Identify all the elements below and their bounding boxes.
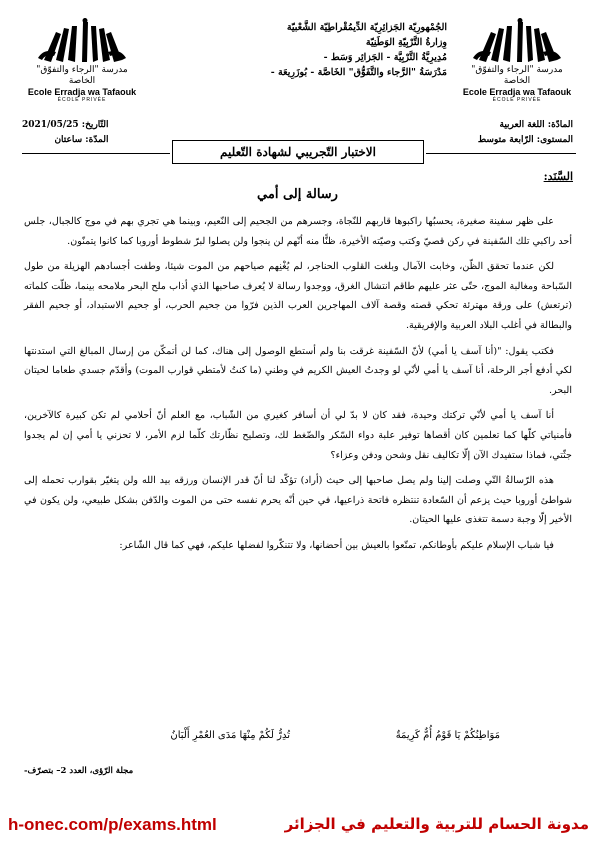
footer-url-link[interactable]: h-onec.com/p/exams.html [8,815,217,834]
footer-watermark [0,815,595,841]
header-line-school: مَدْرَسَةُ "الرَّجاء والتَّفَوُّق" الخَاصَّة - بُوزَرِيعَة - [270,67,447,78]
level-label: المستوى: الرّابعة متوسط [477,135,573,145]
school-emblem-icon [469,18,565,64]
paragraph: على ظهر سفينة صغيرة، يحسبُها راكبوها قاربهم للنّجاة، وجسرهم من الجحيم إلى النّعيم، وبينما هي تجري بهم في موج كالجبال، جلس أحد راكبي تلك السّفينة في ركن قصيّ وكتب وصيّته الأخيرة، ظنًّا منه أنّهم لن ينجوا ولن يصلوا لبرّ شطوط أوروبا كما كانوا يتمنّون. [24,216,572,247]
footer-blog-name: مدونة الحسام للتربية والتعليم في الجزائر [284,815,589,833]
header-line-directorate: مُدِيرِيَّةُ التَّرْبِيَّة - الجَزائِر وَسَط - [323,52,447,63]
divider-left [22,153,170,154]
poem-hemistich-second: تُدِرُّ لَكُمْ مِنْهَا مَدَى العُمْرِ أَلْبَانُ [170,730,290,741]
logo-school-name-latin: Ecole Erradja wa Tafaouk [462,87,572,97]
logo-prive-label: ÉCOLE PRIVÉE [57,97,107,103]
header-line-republic: الجُمْهورِيّة الجَزائِرِيّة الدِّيمُقْراطِيّة الشَّعْبيّة [286,22,447,33]
ministry-header [152,20,447,80]
school-emblem-icon [34,18,130,64]
header-line-ministry: وِزارةُ التَّرْبِيّةِ الوَطَنِيّة [365,37,447,48]
paragraph: فكتب يقول: "(أنا آسف يا أمي) لأنّ السّفينة غرقت بنا ولم أستطع الوصول إلى هناك، كما لن أتمكّن من إرسال المبالغ التي استدنتها لكي أدفع أجر الرحلة، أنا آسف يا أمي لأنّي لو وجدتُ العيش الكريم في وطني (ما كنتُ لأمتطي قوارب الموت) وأقدّم جسدي طعاما لحيتان البحر. [24,345,572,396]
school-logo-left [22,18,142,103]
duration-label: المدّة: ساعتان [54,135,109,145]
exam-meta-left [22,118,109,148]
paragraph: فيا شباب الإسلام عليكم بأوطانكم، تمتّعوا بالعيش بين أحضانها، ولا تتنكّروا لفضلها عليكم، فهي كما قال الشّاعر: [119,539,554,551]
reading-text [24,212,572,562]
text-source: مجلة الرّؤى، العدد 2– بتصرّف- [24,766,134,776]
poem-hemistich-first: مَوَاطِنُكُمْ يَا قَوْمُ أُمٌّ كَرِيمَةٌ [395,730,500,741]
text-title: رسالة إلى أمي [257,187,338,202]
divider-right [426,153,576,154]
exam-meta-right [478,118,573,148]
school-logo-right [457,18,577,103]
exam-title: الاختبار التّجريبي لشهادة التّعليم [172,140,424,164]
paragraph: لكن عندما تحقق الظّن، وخابت الآمال وبلغت القلوب الحناجر، لم يُغْنِهم صياحهم من الموت شيئا، وطفت أجسادهم الهزيلة من طول السّباحة ومغالبة الموج، حتّى عثر عليهم طاقم انتشال الغرق، ووجدوا رسالة لا يُعرف صاحبها الذي أذاب ملح البحر ملامحه بينما، ظلّت كلماته (ترتعش) على ورقة مهترئة تحكي قصته وقصة آلاف المهاجرين العرب الذين فرّوا من جحيم الحرب، أو جحيم الاستبداد، أو جحيم الفقر والبطالة في أغلب البلاد العربية والإفريقية. [24,261,572,331]
section-label: السَّنَد: [543,170,573,183]
logo-school-name-latin: Ecole Erradja wa Tafaouk [27,87,137,97]
logo-prive-label: ÉCOLE PRIVÉE [492,97,542,103]
paragraph: هذه الرّسالةُ التّي وصلت إلينا ولم يصل صاحبها إلى حيث (أراد) تؤكّد لنا أنّ قدر الإنسان ورزقه بيد الله ولن يتغيّر بقوارب تحمله إلى شواطئ أوروبا حيث يزعم أن السّعادة تنتظره فاتحة ذراعيها، في حين أنّه يحرم نفسه حتى من الموت والدّفن بشكل طبيعي، ولن يكون في الأخير إلّا وجبة دسمة تتغذى عليها الحيتان. [24,475,572,526]
date-label: التّاريخ: 2021/05/25 [22,120,109,130]
subject-label: المادّة: اللغة العربية [499,120,573,130]
logo-school-name-ar: مدرسة "الرجاء والتفوّق" الخاصة [471,65,563,86]
logo-school-name-ar: مدرسة "الرجاء والتفوّق" الخاصة [36,65,128,86]
paragraph: أنا آسف يا أمي لأنّي تركتك وحيدة، فقد كان لا بدّ لي أن أسافر كغيري من الشّباب، مع العلم أنّ أحلامي لم تكن كبيرة كالآخرين، فأمنياتي كلّها كما تعلمين كان أقصاها توفير علبة دواء السّكر والضّغط لك، وتصليح نظّارتك كلّما لزم الأمر، لا تحزني يا أمي إن لم يجدوا جثّتي، فماذا ستفيدك الآن إلّا تكاليف نقل وشحن ودفن وعزاء؟ [24,410,572,461]
page-header [22,18,577,118]
